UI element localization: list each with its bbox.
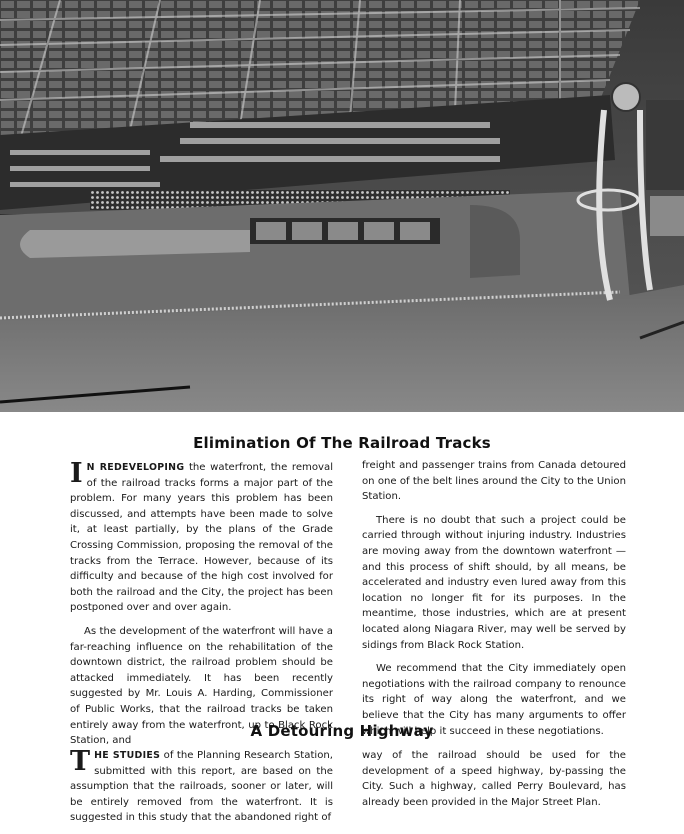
section-heading-railroad: Elimination Of The Railroad Tracks — [193, 434, 491, 452]
section1-paragraph-4: There is no doubt that such a project could be carried through without injuring industry. Industries are moving away from the downtown waterfront — and this process of shift should, by all means, be accelerated and industry even lured away from this location no longer fit for its purposes. In the meantime, those industries, which are at present located along Niagara River, may well be served by sidings from Black Rock Station. — [362, 514, 626, 651]
section1-paragraph-3: freight and passenger trains from Canada detoured on one of the belt lines around the City to the Union Station. — [362, 460, 626, 503]
paragraph-text: of the Planning Research Station, submitted with this report, are based on the assumption that the railroads, sooner or later, will be entirely removed from the waterfront. It is suggested in this study that the abandoned right of — [70, 750, 333, 824]
section1-column-left — [70, 460, 333, 757]
paragraph-text: the waterfront, the removal of the railroad tracks forms a major part of the problem. For many years this problem has been discussed, and attempts have been made to solve it, at least partially, by the plans of the Grade Crossing Commission, proposing the removal of the tracks from the Terrace. However, because of its difficulty and because of the high cost involved for both the railroad and the City, the project has been postponed over and over again. — [70, 462, 333, 614]
lead-in: N REDEVELOPING — [86, 462, 185, 473]
section2-paragraph-1 — [70, 748, 333, 826]
section1-paragraph-1 — [70, 460, 333, 616]
section2-column-right — [362, 748, 626, 818]
dropcap: T — [70, 746, 91, 777]
section1-column-right — [362, 458, 626, 747]
section1-paragraph-5: We recommend that the City immediately open negotiations with the railroad company to renounce its right of way along the waterfront, and we believe that the City has many arguments to offer which will help it succeed in these negotiations. — [362, 663, 626, 737]
section-heading-highway: A Detouring Highway — [250, 722, 434, 740]
lead-in: HE STUDIES — [94, 750, 161, 761]
dropcap: I — [70, 458, 83, 489]
section1-paragraph-2: As the development of the waterfront will have a far-reaching influence on the rehabilitation of the downtown district, the railroad problem should be attacked immediately. It has been recently suggested by Mr. Louis A. Harding, Commissioner of Public Works, that the railroad tracks be taken entirely away from the waterfront, up to Black Rock Station, and — [70, 625, 333, 747]
section2-column-left — [70, 748, 333, 834]
photo-drawing — [0, 0, 684, 412]
section2-paragraph-2: way of the railroad should be used for the development of a speed highway, by-passing the City. Such a highway, called Perry Boulevard, has already been provided in the Major Street Plan. — [362, 750, 626, 808]
aerial-waterfront-plan-photo — [0, 0, 684, 412]
